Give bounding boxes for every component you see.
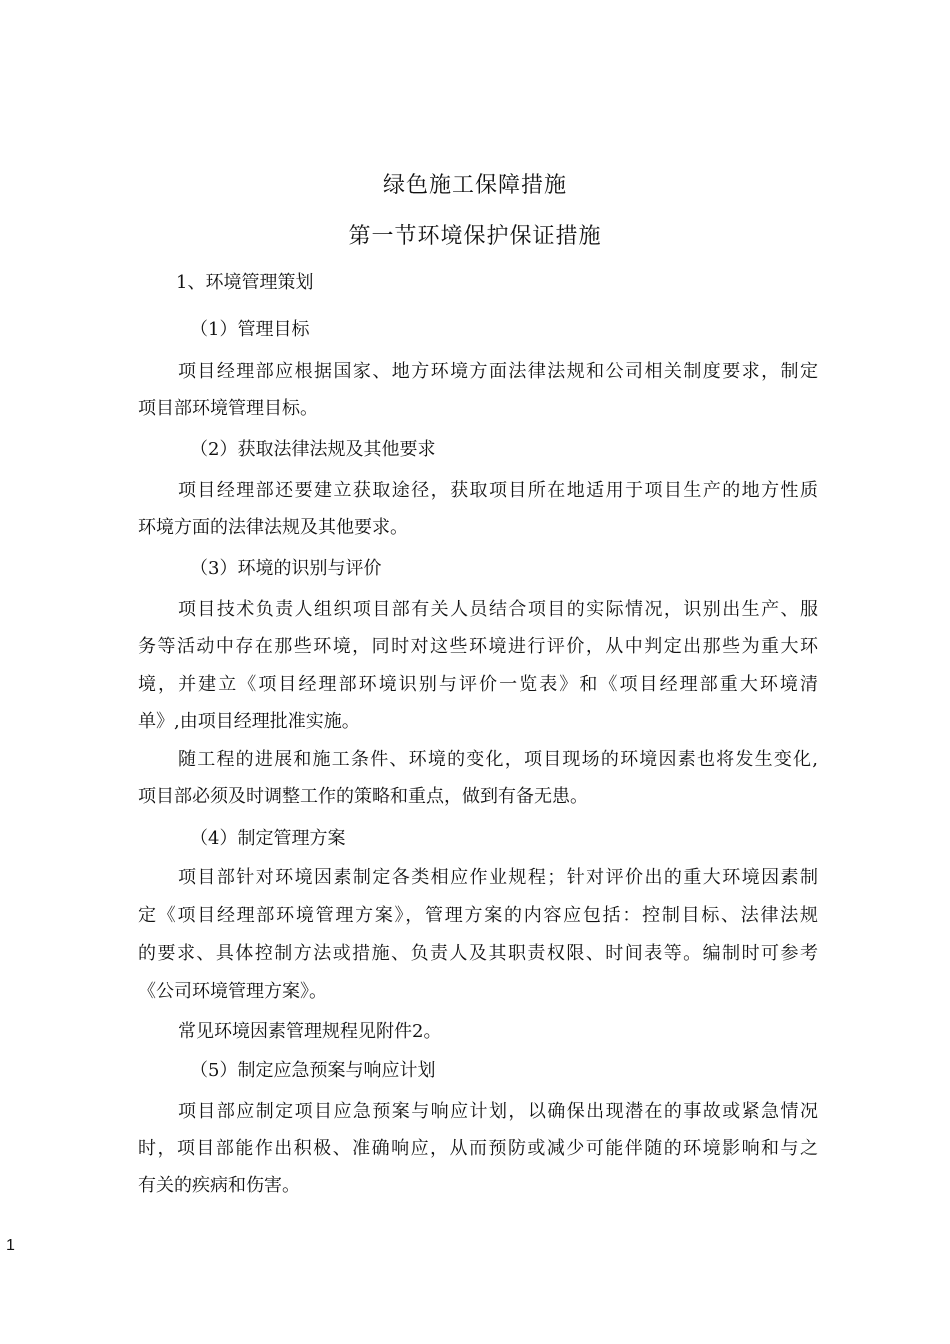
subsection-heading: （3）环境的识别与评价: [190, 558, 382, 579]
subsection-heading: （5）制定应急预案与响应计划: [190, 1060, 436, 1081]
paragraph-line: 项目部必须及时调整工作的策略和重点，做到有备无患。: [138, 786, 588, 807]
paragraph-line: 单》,由项目经理批准实施。: [138, 711, 360, 732]
paragraph-line: 项目部环境管理目标。: [138, 398, 318, 419]
paragraph-line: 项目技术负责人组织项目部有关人员结合项目的实际情况，识别出生产、服: [178, 599, 818, 620]
paragraph-line: 常见环境因素管理规程见附件2。: [178, 1021, 442, 1042]
subsection-heading: （1）管理目标: [190, 319, 310, 340]
section-title: 第一节环境保护保证措施: [348, 224, 602, 249]
document-title: 绿色施工保障措施: [382, 173, 567, 198]
paragraph-line: 务等活动中存在那些环境，同时对这些环境进行评价，从中判定出那些为重大环: [138, 636, 818, 657]
paragraph-line: 随工程的进展和施工条件、环境的变化，项目现场的环境因素也将发生变化,: [178, 749, 818, 770]
section-heading: 1、环境管理策划: [176, 272, 314, 293]
paragraph-line: 时，项目部能作出积极、准确响应，从而预防或减少可能伴随的环境影响和与之: [138, 1138, 818, 1159]
paragraph-line: 定《项目经理部环境管理方案》，管理方案的内容应包括：控制目标、法律法规: [138, 905, 818, 926]
paragraph-line: 项目部应制定项目应急预案与响应计划，以确保出现潜在的事故或紧急情况: [178, 1101, 818, 1122]
paragraph-line: 有关的疾病和伤害。: [138, 1175, 300, 1196]
paragraph-line: 的要求、具体控制方法或措施、负责人及其职责权限、时间表等。编制时可参考: [138, 943, 818, 964]
paragraph-line: 项目经理部还要建立获取途径，获取项目所在地适用于项目生产的地方性质: [178, 480, 818, 501]
paragraph-line: 《公司环境管理方案》。: [138, 981, 327, 1002]
subsection-heading: （4）制定管理方案: [190, 828, 346, 849]
page-number: 1: [6, 1237, 15, 1254]
paragraph-line: 环境方面的法律法规及其他要求。: [138, 517, 408, 538]
paragraph-line: 项目部针对环境因素制定各类相应作业规程；针对评价出的重大环境因素制: [178, 867, 818, 888]
paragraph-line: 项目经理部应根据国家、地方环境方面法律法规和公司相关制度要求，制定: [178, 361, 818, 382]
subsection-heading: （2）获取法律法规及其他要求: [190, 439, 436, 460]
paragraph-line: 境，并建立《项目经理部环境识别与评价一览表》和《项目经理部重大环境清: [138, 674, 818, 695]
